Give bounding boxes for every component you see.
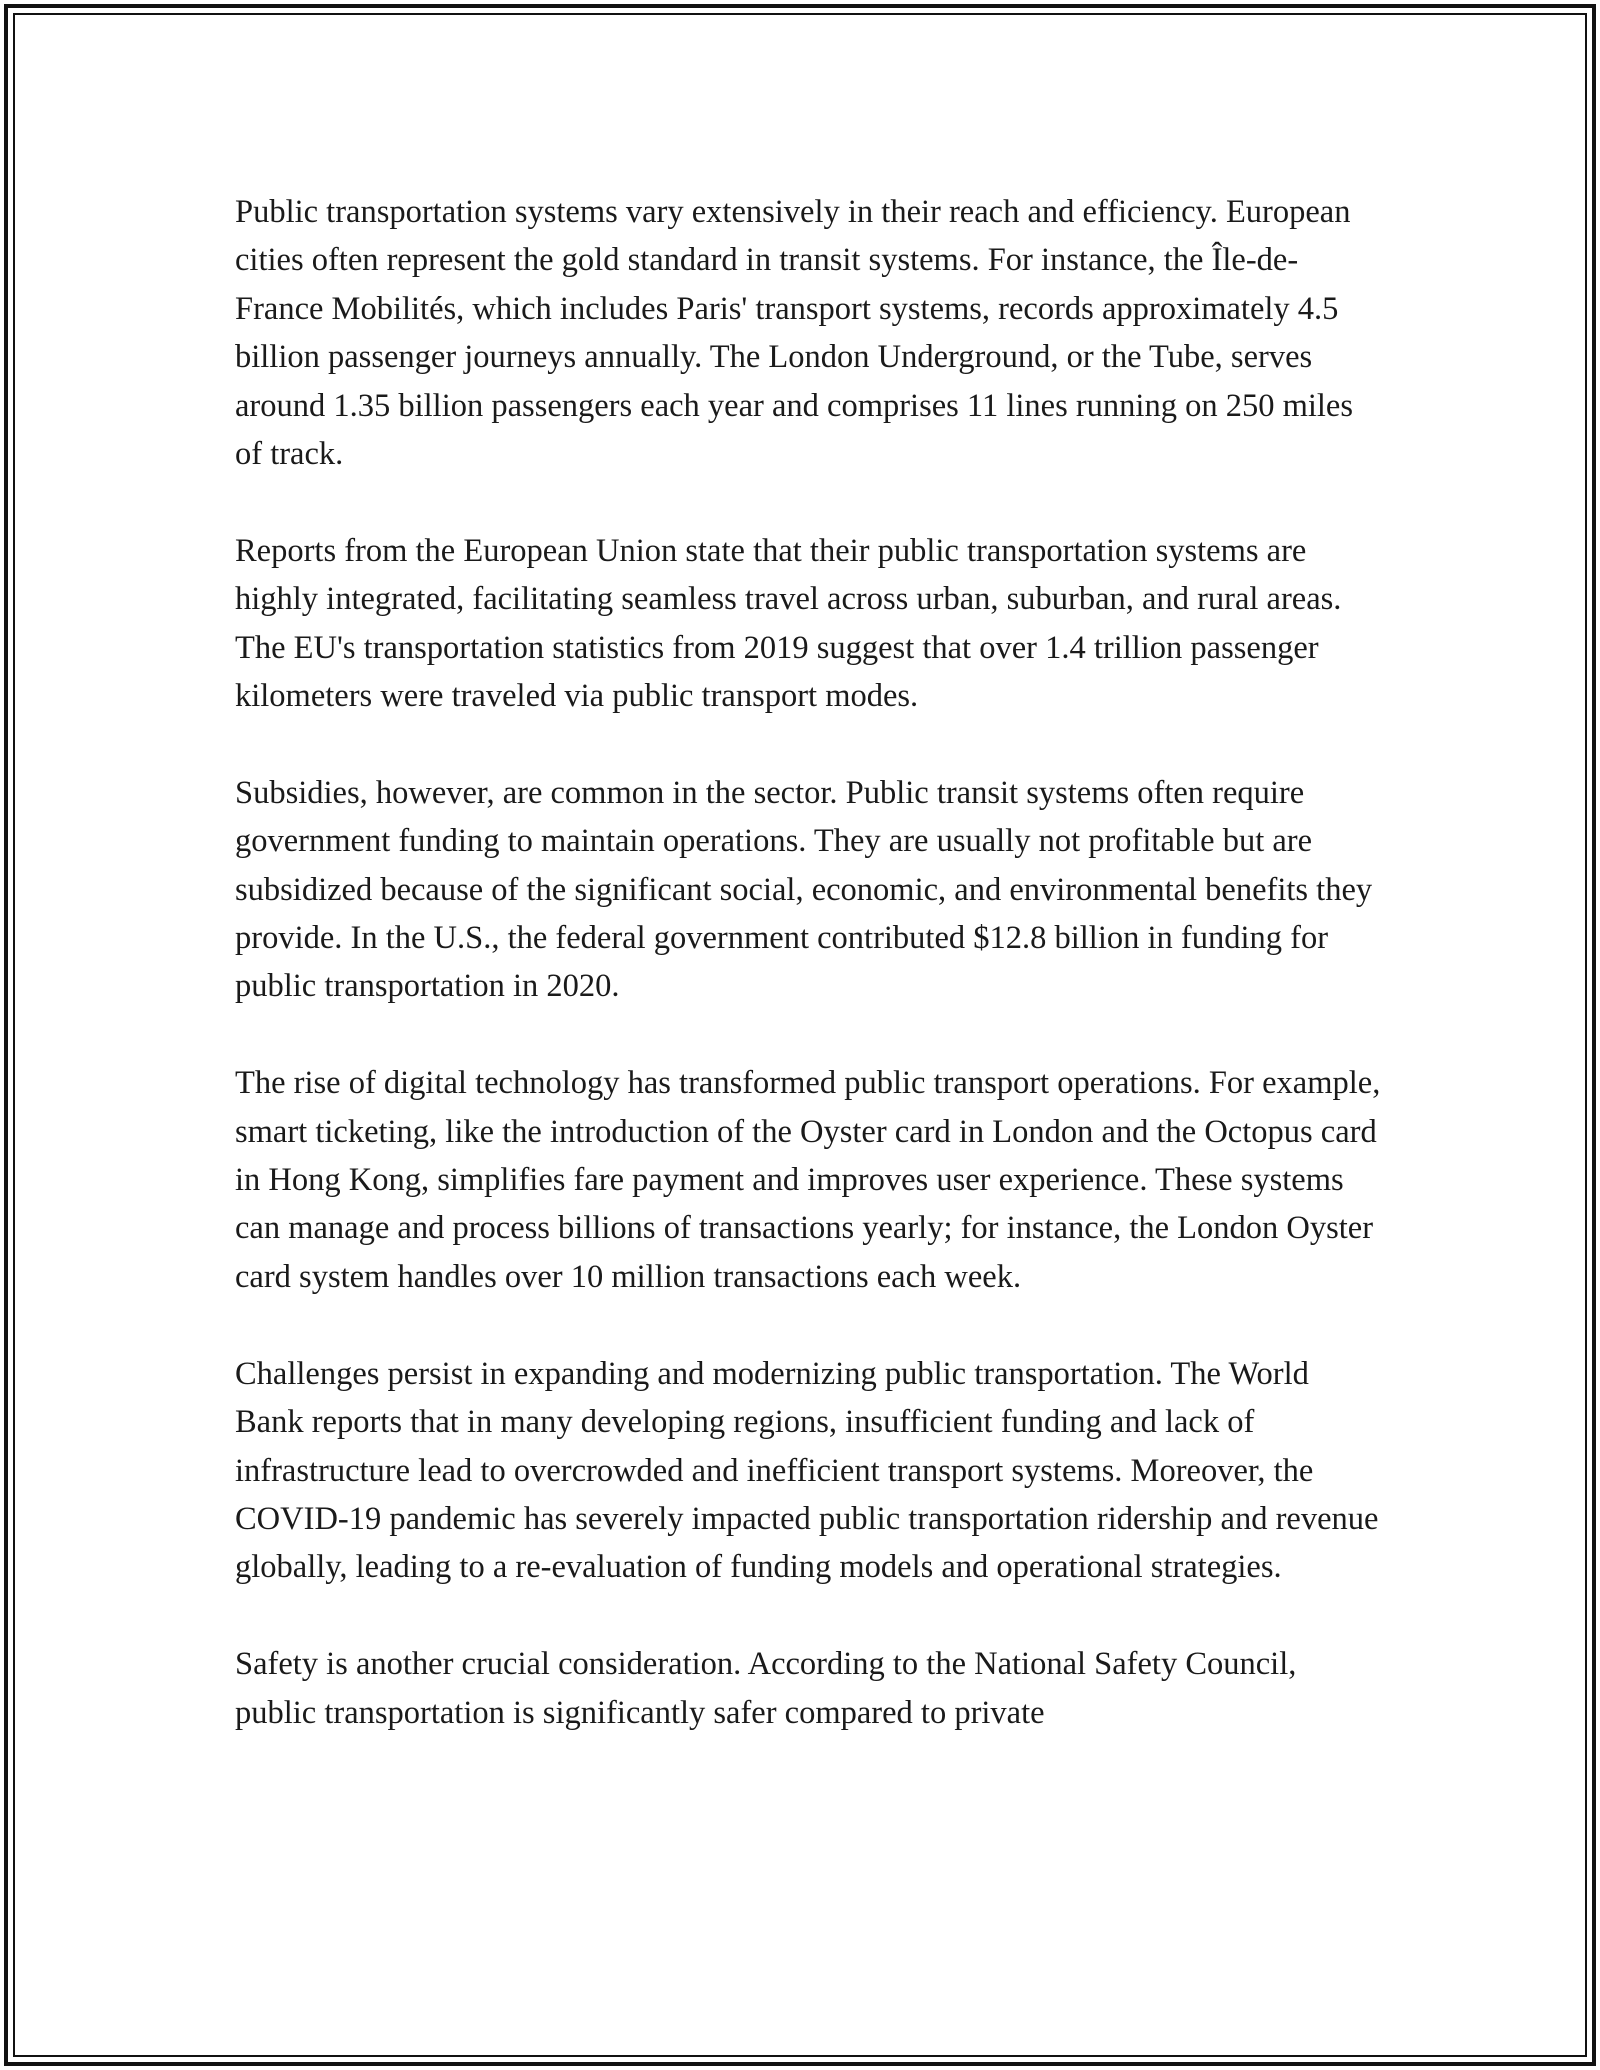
paragraph-subsidies: Subsidies, however, are common in the sector. Public transit systems often require government funding to maintain operations. They are usually not profitable but are subsidized because of the significant social, economic, and environmental benefits they provide. In the U.S., the federal government contributed $12.8 billion in funding for public transportation in 2020. bbox=[235, 774, 1373, 1005]
document-body bbox=[235, 188, 1385, 1737]
paragraph-challenges: Challenges persist in expanding and modernizing public transportation. The World Bank reports that in many developing regions, insufficient funding and lack of infrastructure lead to overcrowded and inefficient transport systems. Moreover, the COVID-19 pandemic has severely impacted public transportation ridership and revenue globally, leading to a re-evaluation of funding models and operational strategies. bbox=[235, 1355, 1379, 1586]
paragraph-paris-london-transit: Public transportation systems vary extensively in their reach and efficiency. European cities often represent the gold standard in transit systems. For instance, the Île-de-France Mobilités, which includes Paris' transport systems, records approximately 4.5 billion passenger journeys annually. The London Underground, or the Tube, serves around 1.35 billion passengers each year and comprises 11 lines running on 250 miles of track. bbox=[235, 194, 1353, 473]
paragraph-digital-technology: The rise of digital technology has transformed public transport operations. For example, smart ticketing, like the introduction of the Oyster card in London and the Octopus card in Hong Kong, simplifies fare payment and improves user experience. These systems can manage and process billions of transactions yearly; for instance, the London Oyster card system handles over 10 million transactions each week. bbox=[235, 1065, 1381, 1295]
paragraph-eu-integration: Reports from the European Union state that their public transportation systems are highly integrated, facilitating seamless travel across urban, suburban, and rural areas. The EU's transportation statistics from 2019 suggest that over 1.4 trillion passenger kilometers were traveled via public transport modes. bbox=[235, 532, 1342, 715]
paragraph-safety: Safety is another crucial consideration. According to the National Safety Council, public transportation is significantly safer compared to private bbox=[235, 1646, 1297, 1731]
